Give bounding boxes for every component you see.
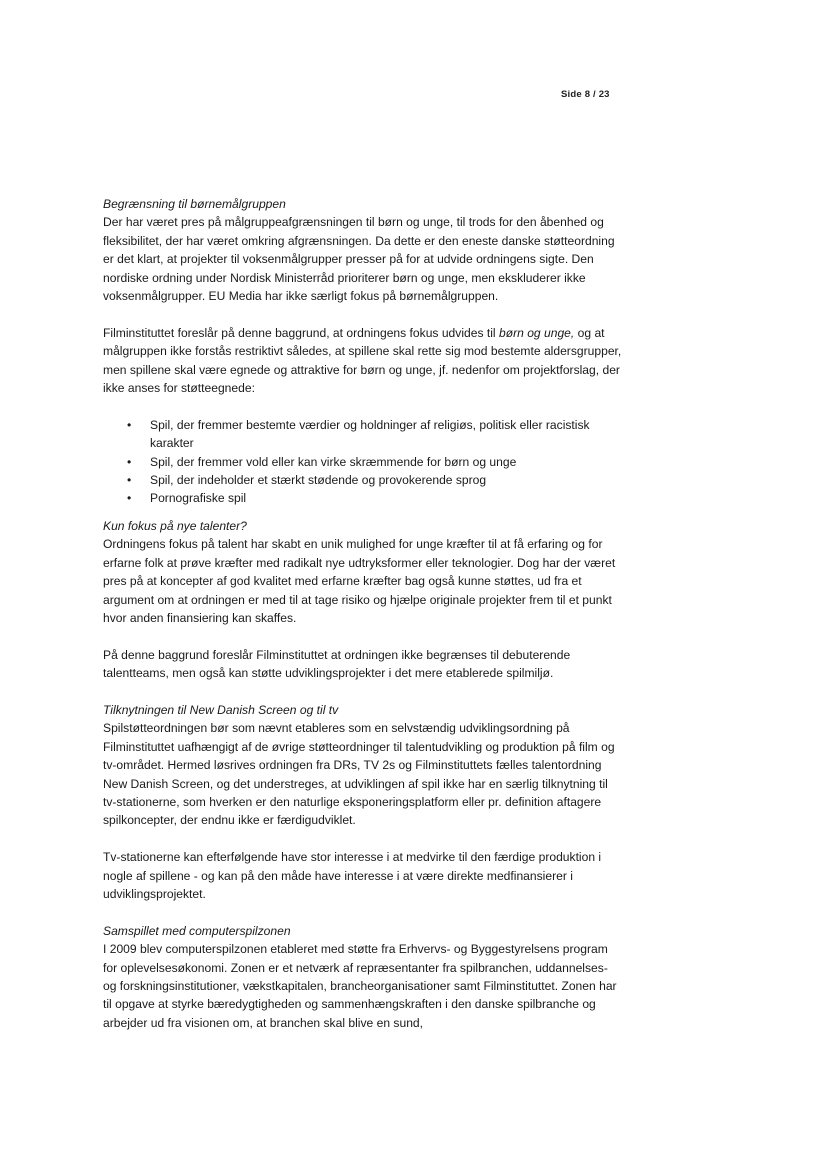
bullet-icon: • <box>127 491 132 506</box>
section-heading-computer-game-zone: Samspillet med computerspilzonen <box>103 923 291 938</box>
section-heading-new-danish-screen: Tilknytningen til New Danish Screen og til tv <box>103 702 339 717</box>
paragraph: Tv-stationerne kan efterfølgende have stor interesse i at medvirke til den færdige produktion i nogle af spillene - og kan på den måde have interesse i at være direkte medfinansierer i udviklingsprojektet. <box>103 850 602 901</box>
paragraph-text: Filminstituttet foreslår på denne baggrund, at ordningens fokus udvides til <box>103 325 499 340</box>
paragraph: I 2009 blev computerspilzonen etableret med støtte fra Erhvervs- og Byggestyrelsens program for oplevelsesøkonomi. Zonen er et netværk af repræsentanter fra spilbranchen, uddannelses- og forskningsinstitutioner, vækstkapitalen, brancheorganisationer samt Filminstituttet. Zonen har til opgave at styrke bæredygtigheden og sammenhængskraften i den danske spilbranche og arbejder ud fra visionen om, at branchen skal blive en sund, <box>103 942 617 1030</box>
section-heading-target-group: Begrænsning til børnemålgruppen <box>103 197 286 211</box>
emphasis-text: børn og unge, <box>498 325 575 340</box>
page-number: Side 8 / 23 <box>561 89 610 100</box>
bullet-icon: • <box>127 417 132 432</box>
paragraph: Ordningens fokus på talent har skabt en unik mulighed for unge kræfter til at få erfaring og for erfarne folk at prøve kræfter med radikalt nye udtryksformer eller teknologier. Dog har der været pres på at koncepter af god kvalitet med erfarne kræfter bag også kunne støttes, ud fra et argument om at ordningen er med til at tage risiko og hjælpe originale projekter frem til et punkt hvor anden finansiering kan skaffes. <box>103 537 616 625</box>
list-item: • Spil, der fremmer bestemte værdier og holdninger af religiøs, politisk eller racistisk karakter <box>127 417 590 451</box>
section-heading-new-talents: Kun fokus på nye talenter? <box>103 518 247 533</box>
bullet-list <box>103 416 623 508</box>
list-item: • Pornografiske spil <box>103 489 623 507</box>
bullet-icon: • <box>127 454 132 469</box>
paragraph <box>103 324 623 398</box>
list-item: • Spil, der indeholder et stærkt stødende og provokerende sprog <box>103 471 623 489</box>
paragraph: På denne baggrund foreslår Filminstituttet at ordningen ikke begrænses til debuterende talentteams, men også kan støtte udviklingsprojekter i det mere etablerede spilmiljø. <box>103 647 571 681</box>
document-body <box>103 195 623 1032</box>
paragraph: Der har været pres på målgruppeafgrænsningen til børn og unge, til trods for den åbenhed og fleksibilitet, der har været omkring afgrænsningen. Da dette er den eneste danske støtteordning er det klart, at projekter til voksenmålgrupper presser på for at udvide ordningens sigte. Den nordiske ordning under Nordisk Ministerråd prioriterer børn og unge, men ekskluderer ikke voksenmålgrupper. EU Media har ikke særligt fokus på børnemålgruppen. <box>103 215 615 304</box>
paragraph: Spilstøtteordningen bør som nævnt etableres som en selvstændig udviklingsordning på Filminstituttet uafhængigt af de øvrige støtteordninger til talentudvikling og produktion på film og tv-området. Hermed løsrives ordningen fra DRs, TV 2s og Filminstituttets fælles talentordning New Danish Screen, og det understreges, at udviklingen af spil ikke har en særlig tilknytning til tv-stationerne, som hverken er den naturlige eksponeringsplatform eller pr. definition aftagere spilkoncepter, der endnu ikke er færdigudviklet. <box>103 721 615 828</box>
bullet-icon: • <box>127 473 132 488</box>
list-item: • Spil, der fremmer vold eller kan virke skræmmende for børn og unge <box>103 453 623 471</box>
paragraph-text: og at målgruppen ikke forstås restriktivt således, at spillene skal rette sig mod bestemte aldersgrupper, men spillene skal være egnede og attraktive for børn og unge, jf. nedenfor om projektforslag, der ikke anses for støtteegnede: <box>103 325 622 396</box>
